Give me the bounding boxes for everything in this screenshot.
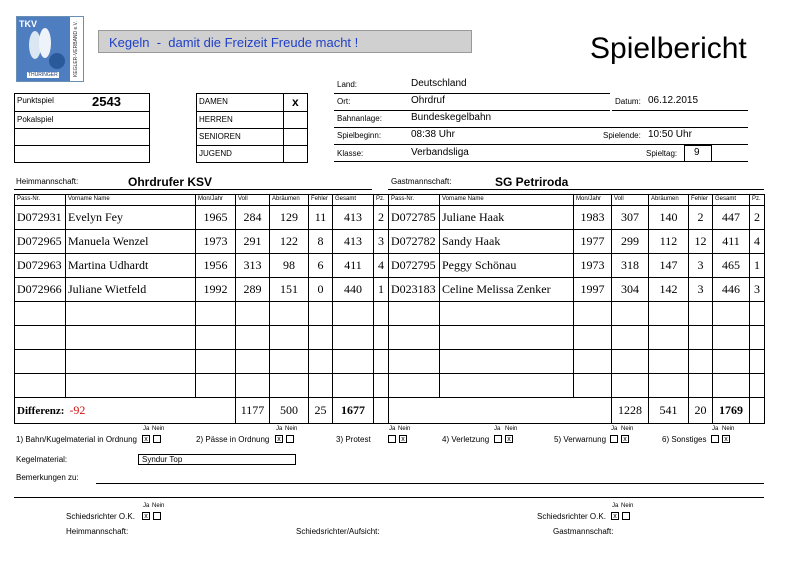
nein-label: Nein (505, 426, 518, 432)
sign-home-label: Heimmannschaft: (66, 527, 129, 536)
checklist (0, 426, 800, 446)
abraeumen: 151 (270, 278, 309, 302)
col-fehler: Fehler (689, 195, 713, 206)
gesamt: 411 (333, 254, 374, 278)
sign-guest-label: Gastmannschaft: (553, 527, 614, 536)
ja-label: Ja (712, 426, 719, 432)
table-row (389, 206, 765, 230)
fehler: 8 (309, 230, 333, 254)
gesamt: 413 (333, 230, 374, 254)
col-name: Vorname Name (440, 195, 574, 206)
voll: 307 (612, 206, 649, 230)
logo-org: THÜRINGER (28, 72, 58, 78)
ja-label: Ja (143, 426, 150, 432)
table-row-empty (389, 350, 765, 374)
voll: 291 (236, 230, 270, 254)
klasse-label: Klasse: (337, 149, 364, 158)
ja-label: Ja (494, 426, 501, 432)
check-verwarnung-ja[interactable] (610, 435, 618, 443)
differenz-value: -92 (69, 403, 86, 417)
check-bahn-label: 1) Bahn/Kugelmaterial in Ordnung (16, 435, 137, 444)
abraeumen: 142 (649, 278, 689, 302)
guest-total-abr: 541 (649, 398, 689, 424)
year: 1973 (574, 254, 612, 278)
fehler: 3 (689, 254, 713, 278)
guest-team-label: Gastmannschaft: (391, 177, 452, 186)
check-sonstiges-label: 6) Sonstiges (662, 435, 707, 444)
svg-text:KEGLER-VERBAND e.V.: KEGLER-VERBAND e.V. (73, 21, 79, 77)
fehler: 11 (309, 206, 333, 230)
player-name: Martina Udhardt (66, 254, 196, 278)
spielende-label: Spielende: (603, 131, 641, 140)
table-row (389, 278, 765, 302)
kegelmaterial-field[interactable] (138, 454, 296, 465)
bemerkungen-label: Bemerkungen zu: (16, 473, 79, 482)
voll: 318 (612, 254, 649, 278)
home-team-name: Ohrdrufer KSV (128, 175, 213, 189)
table-row (15, 206, 389, 230)
pz: 1 (374, 278, 389, 302)
nein-label: Nein (398, 426, 411, 432)
check-protest-ja[interactable] (388, 435, 396, 443)
fehler: 6 (309, 254, 333, 278)
col-voll: Voll (236, 195, 270, 206)
check-bahn-nein[interactable] (153, 435, 161, 443)
home-total-fehler: 25 (309, 398, 333, 424)
col-pz: Pz. (750, 195, 765, 206)
table-row-empty (389, 374, 765, 398)
sign-ref-label: Schiedsrichter/Aufsicht: (296, 527, 380, 536)
table-row-empty (15, 326, 389, 350)
guest-total-gesamt: 1769 (713, 398, 750, 424)
year: 1977 (574, 230, 612, 254)
col-pass: Pass-Nr. (15, 195, 66, 206)
voll: 313 (236, 254, 270, 278)
bahnanlage-label: Bahnanlage: (337, 114, 382, 123)
schiedsrichter-left-ja[interactable]: x (142, 512, 150, 520)
table-row (15, 230, 389, 254)
table-row-empty (389, 302, 765, 326)
pz: 3 (374, 230, 389, 254)
col-name: Vorname Name (66, 195, 196, 206)
pass-nr: D072795 (389, 254, 440, 278)
table-row (15, 278, 389, 302)
datum-value: 06.12.2015 (648, 95, 699, 106)
nein-label: Nein (152, 503, 165, 509)
year: 1973 (196, 230, 236, 254)
nein-label: Nein (621, 426, 634, 432)
col-fehler: Fehler (309, 195, 333, 206)
pass-nr: D072785 (389, 206, 440, 230)
ja-label: Ja (611, 426, 618, 432)
year: 1956 (196, 254, 236, 278)
year: 1965 (196, 206, 236, 230)
check-protest-label: 3) Protest (336, 435, 371, 444)
col-abraeumen: Abräumen (270, 195, 309, 206)
check-sonstiges-ja[interactable] (711, 435, 719, 443)
pz: 2 (374, 206, 389, 230)
ort-label: Ort: (337, 97, 351, 106)
guest-total-voll: 1228 (612, 398, 649, 424)
bemerkungen-line (96, 483, 764, 484)
schiedsrichter-ok-right: Schiedsrichter O.K. (537, 512, 606, 521)
gesamt: 440 (333, 278, 374, 302)
voll: 304 (612, 278, 649, 302)
pass-nr: D072963 (15, 254, 66, 278)
voll: 299 (612, 230, 649, 254)
slogan-banner (98, 30, 472, 53)
player-name: Juliane Haak (440, 206, 574, 230)
col-monjahr: Mon/Jahr (196, 195, 236, 206)
land-value: Deutschland (411, 78, 467, 89)
table-row (389, 254, 765, 278)
schiedsrichter-ok-left: Schiedsrichter O.K. (66, 512, 135, 521)
home-total-voll: 1177 (236, 398, 270, 424)
table-row (15, 254, 389, 278)
fehler: 3 (689, 278, 713, 302)
check-bahn-ja[interactable]: x (142, 435, 150, 443)
fehler: 12 (689, 230, 713, 254)
guest-player-table (388, 194, 765, 424)
fehler: 2 (689, 206, 713, 230)
category-herren: HERREN (199, 115, 233, 124)
schiedsrichter-right-nein[interactable] (622, 512, 630, 520)
bemerkungen-line-2 (14, 497, 764, 498)
table-row-empty (389, 326, 765, 350)
check-paesse-nein[interactable] (286, 435, 294, 443)
abraeumen: 147 (649, 254, 689, 278)
voll: 284 (236, 206, 270, 230)
voll: 289 (236, 278, 270, 302)
pass-nr: D072965 (15, 230, 66, 254)
gesamt: 465 (713, 254, 750, 278)
check-paesse-ja[interactable]: x (275, 435, 283, 443)
pass-nr: D072966 (15, 278, 66, 302)
abraeumen: 140 (649, 206, 689, 230)
pass-nr: D023183 (389, 278, 440, 302)
ja-label: Ja (612, 503, 619, 509)
player-name: Manuela Wenzel (66, 230, 196, 254)
logo-tkv: TKV (19, 19, 37, 29)
check-verwarnung-label: 5) Verwarnung (554, 435, 607, 444)
table-row-empty (15, 350, 389, 374)
abraeumen: 122 (270, 230, 309, 254)
pokalspiel-label: Pokalspiel (17, 115, 54, 124)
pz: 4 (374, 254, 389, 278)
pass-nr: D072782 (389, 230, 440, 254)
check-protest-nein[interactable]: x (399, 435, 407, 443)
gesamt: 447 (713, 206, 750, 230)
col-gesamt: Gesamt (713, 195, 750, 206)
ja-label: Ja (143, 503, 150, 509)
col-monjahr: Mon/Jahr (574, 195, 612, 206)
differenz-label: Differenz: (17, 405, 65, 417)
kegelmaterial-value: Syndur Top (142, 455, 183, 464)
year: 1992 (196, 278, 236, 302)
fehler: 0 (309, 278, 333, 302)
guest-total-fehler: 20 (689, 398, 713, 424)
pass-nr: D072931 (15, 206, 66, 230)
col-pz: Pz. (374, 195, 389, 206)
check-verletzung-ja[interactable] (494, 435, 502, 443)
year: 1997 (574, 278, 612, 302)
bahnanlage-value: Bundeskegelbahn (411, 112, 492, 123)
guest-table-header (389, 195, 765, 206)
home-totals-row (15, 398, 389, 424)
spielbeginn-value: 08:38 Uhr (411, 129, 455, 140)
pz: 1 (750, 254, 765, 278)
klasse-value: Verbandsliga (411, 147, 469, 158)
category-damen-mark: x (292, 95, 299, 109)
player-name: Celine Melissa Zenker (440, 278, 574, 302)
ja-label: Ja (276, 426, 283, 432)
guest-team-name: SG Petriroda (495, 175, 569, 189)
check-paesse-label: 2) Pässe in Ordnung (196, 435, 270, 444)
gesamt: 446 (713, 278, 750, 302)
ort-value: Ohrdruf (411, 95, 445, 106)
kegelmaterial-label: Kegelmaterial: (16, 455, 68, 464)
spieltag-value: 9 (694, 147, 700, 158)
player-name: Peggy Schönau (440, 254, 574, 278)
nein-label: Nein (722, 426, 735, 432)
category-damen: DAMEN (199, 97, 228, 106)
gesamt: 413 (333, 206, 374, 230)
guest-totals-row (389, 398, 765, 424)
home-total-abr: 500 (270, 398, 309, 424)
check-verletzung-label: 4) Verletzung (442, 435, 490, 444)
year: 1983 (574, 206, 612, 230)
ja-label: Ja (389, 426, 396, 432)
nein-label: Nein (152, 426, 165, 432)
nein-label: Nein (285, 426, 298, 432)
col-abraeumen: Abräumen (649, 195, 689, 206)
player-name: Juliane Wietfeld (66, 278, 196, 302)
abraeumen: 129 (270, 206, 309, 230)
slogan-text: Kegeln - damit die Freizeit Freude macht ! (109, 35, 359, 50)
logo (16, 16, 84, 82)
nein-label: Nein (621, 503, 634, 509)
check-verletzung-nein[interactable]: x (505, 435, 513, 443)
gesamt: 411 (713, 230, 750, 254)
schiedsrichter-right-ja[interactable]: x (611, 512, 619, 520)
table-row-empty (15, 374, 389, 398)
spielende-value: 10:50 Uhr (648, 129, 692, 140)
home-total-gesamt: 1677 (333, 398, 374, 424)
check-sonstiges-nein[interactable]: x (722, 435, 730, 443)
check-verwarnung-nein[interactable]: x (621, 435, 629, 443)
punktspiel-label: Punktspiel (17, 96, 54, 105)
category-senioren: SENIOREN (199, 132, 241, 141)
datum-label: Datum: (615, 97, 641, 106)
col-gesamt: Gesamt (333, 195, 374, 206)
pz: 4 (750, 230, 765, 254)
home-table-header (15, 195, 389, 206)
pz: 2 (750, 206, 765, 230)
spieltag-label: Spieltag: (646, 149, 678, 158)
schiedsrichter-left-nein[interactable] (153, 512, 161, 520)
table-row-empty (15, 302, 389, 326)
player-name: Sandy Haak (440, 230, 574, 254)
table-row (389, 230, 765, 254)
spielbeginn-label: Spielbeginn: (337, 131, 382, 140)
col-voll: Voll (612, 195, 649, 206)
home-team-label: Heimmannschaft: (16, 177, 79, 186)
abraeumen: 112 (649, 230, 689, 254)
punktspiel-value: 2543 (92, 94, 121, 109)
land-label: Land: (337, 80, 358, 89)
col-pass: Pass-Nr. (389, 195, 440, 206)
pz: 3 (750, 278, 765, 302)
page-title: Spielbericht (590, 32, 747, 65)
abraeumen: 98 (270, 254, 309, 278)
player-name: Evelyn Fey (66, 206, 196, 230)
home-player-table (14, 194, 389, 424)
category-jugend: JUGEND (199, 149, 232, 158)
